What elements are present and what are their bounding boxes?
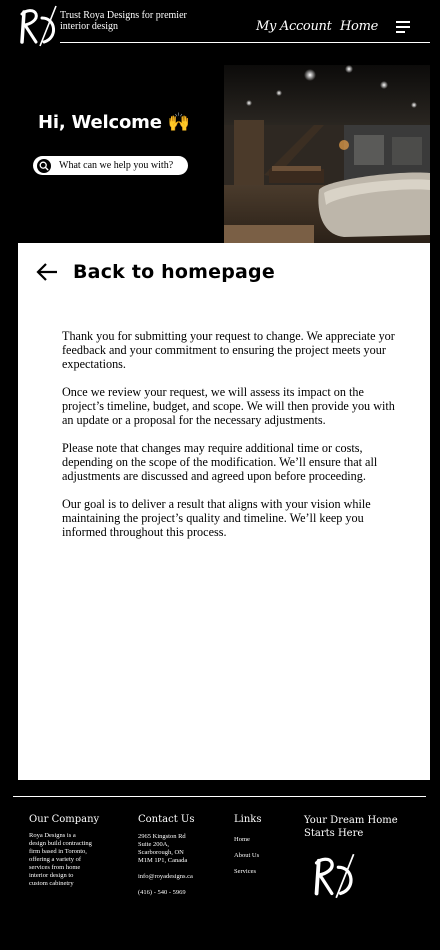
address-line: Suite 200A,	[138, 841, 170, 848]
arrow-left-icon	[36, 263, 58, 281]
address-line: Scarborough, ON	[138, 849, 184, 856]
confirmation-message	[62, 329, 408, 553]
nav-my-account[interactable]: My Account	[256, 19, 332, 34]
footer-address	[138, 833, 218, 865]
footer-company-text: Roya Designs is a design build contracting firm based in Toronto, offering a variety of services from home interior design to custom cabinetry	[29, 832, 92, 887]
search-bar[interactable]	[33, 156, 188, 175]
footer-cta-heading: Your Dream Home Starts Here	[304, 815, 398, 839]
footer-contact-heading: Contact Us	[138, 814, 195, 825]
message-paragraph: Our goal is to deliver a result that aligns with your vision while maintaining the project’s quality and timeline. We’ll keep you informed throughout this process.	[62, 497, 371, 539]
message-paragraph: Please note that changes may require additional time or costs, depending on the scope of the modification. We’ll ensure that all adjustments are discussed and agreed upon before proceeding.	[62, 441, 378, 483]
message-paragraph: Once we review your request, we will assess its impact on the project’s timeline, budget, and scope. We will then provide you with an update or a proposal for the necessary adjustments.	[62, 385, 395, 427]
footer-link-home[interactable]: Home	[234, 836, 250, 843]
footer-links-heading: Links	[234, 814, 262, 825]
footer-email-link[interactable]: info@royadesigns.ca	[138, 873, 193, 880]
footer-link-about-us[interactable]: About Us	[234, 852, 260, 859]
welcome-greeting: Hi, Welcome 🙌	[38, 112, 191, 133]
header-divider	[60, 42, 430, 43]
footer-link-services[interactable]: Services	[234, 868, 257, 875]
hero-basement-image	[224, 65, 430, 243]
address-line: 2965 Kingston Rd	[138, 833, 186, 840]
footer-phone-link[interactable]: (416) - 540 - 5969	[138, 889, 186, 896]
brand-tagline: Trust Roya Designs for premier interior design	[60, 10, 187, 32]
message-paragraph: Thank you for submitting your request to change. We appreciate yor feedback and your commitment to ensuring the project meets your expectations.	[62, 329, 395, 371]
search-icon	[37, 159, 51, 173]
footer-divider	[13, 796, 426, 797]
main-panel	[18, 243, 430, 780]
address-line: M1M 1P1, Canada	[138, 857, 188, 864]
search-input[interactable]	[59, 160, 184, 171]
roya-designs-logo[interactable]	[16, 4, 60, 48]
back-to-homepage-link[interactable]	[36, 261, 275, 283]
nav-home[interactable]: Home	[340, 19, 378, 34]
footer-logo[interactable]	[310, 852, 358, 900]
hamburger-menu-icon[interactable]	[396, 21, 412, 35]
back-label: Back to homepage	[73, 261, 275, 283]
footer-company-heading: Our Company	[29, 814, 100, 825]
